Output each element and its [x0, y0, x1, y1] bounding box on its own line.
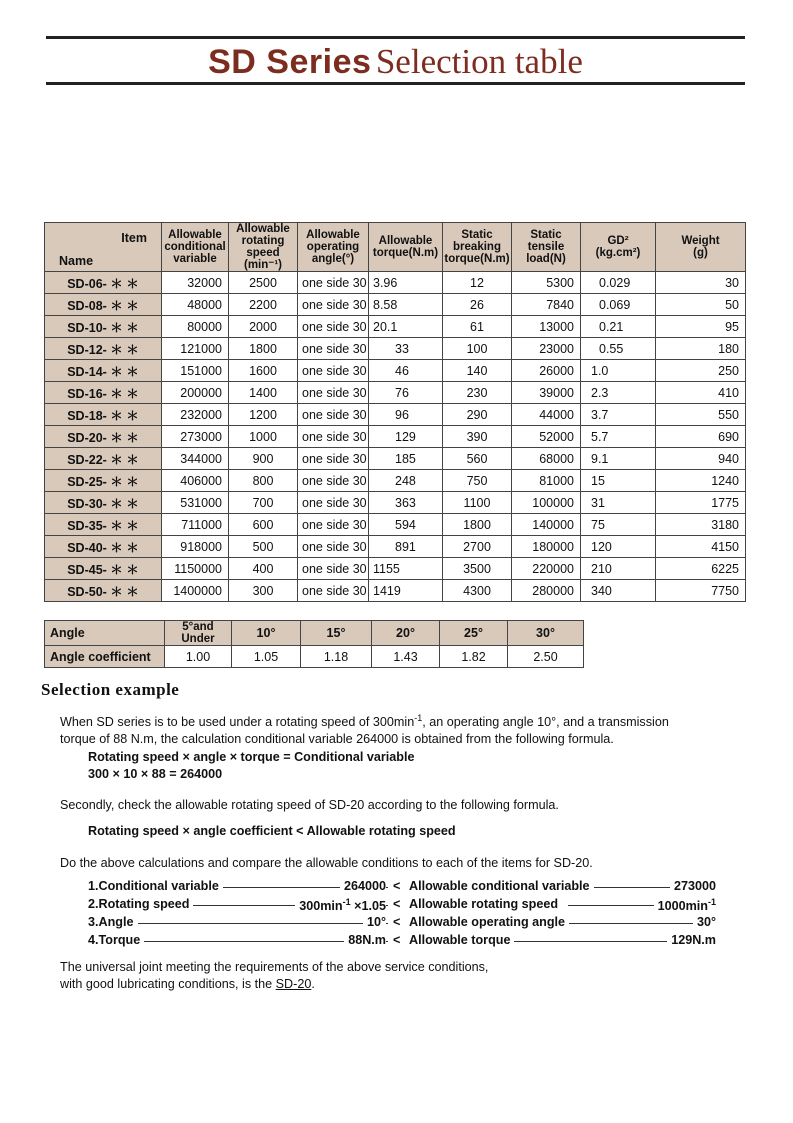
- table-cell: 711000: [162, 514, 229, 536]
- table-cell: 1400: [229, 382, 298, 404]
- table-cell: 121000: [162, 338, 229, 360]
- table-cell: 900: [229, 448, 298, 470]
- table-row: [45, 382, 746, 404]
- angle-cell: 15°: [301, 621, 372, 646]
- model-name-cell: SD-25- ＊ ＊: [45, 470, 162, 492]
- table-cell: 344000: [162, 448, 229, 470]
- table-cell: 2000: [229, 316, 298, 338]
- comparison-label: 4.Torque: [88, 933, 144, 947]
- table-cell: 68000: [512, 448, 581, 470]
- model-name-cell: SD-08- ＊ ＊: [45, 294, 162, 316]
- table-cell: 6225: [656, 558, 746, 580]
- table-cell: 750: [443, 470, 512, 492]
- example-paragraph-3: Do the above calculations and compare the allowable conditions to each of the items for SD-20.: [60, 856, 593, 870]
- comparison-value: 264000: [340, 879, 386, 893]
- corner-item-label: Item: [121, 231, 147, 245]
- comparison-value: $300\min^{-1} \times 1.05$: [295, 897, 386, 913]
- table-cell: 1.0: [581, 360, 656, 382]
- table-cell: one side 30: [298, 448, 369, 470]
- table-cell: 39000: [512, 382, 581, 404]
- coefficient-cell: 1.43: [372, 646, 440, 668]
- table-cell: 140: [443, 360, 512, 382]
- table-cell: 9.1: [581, 448, 656, 470]
- model-link: SD-20: [275, 977, 312, 991]
- table-cell: 81000: [512, 470, 581, 492]
- table-cell: 8.58: [369, 294, 443, 316]
- formula-2: 300 × 10 × 88 = 264000: [88, 767, 223, 781]
- table-cell: 363: [369, 492, 443, 514]
- table-row: [45, 448, 746, 470]
- coefficient-cell: 1.00: [165, 646, 232, 668]
- page-title: [46, 42, 745, 82]
- table-cell: 13000: [512, 316, 581, 338]
- table-cell: one side 30: [298, 470, 369, 492]
- comparison-value: 10°: [363, 915, 386, 929]
- model-name-cell: SD-06- ＊ ＊: [45, 272, 162, 294]
- table-cell: 7750: [656, 580, 746, 602]
- table-cell: 3500: [443, 558, 512, 580]
- table-cell: one side 30: [298, 382, 369, 404]
- table-cell: 46: [369, 360, 443, 382]
- table-cell: 7840: [512, 294, 581, 316]
- less-than-sign: <: [393, 915, 401, 929]
- model-name-cell: SD-30- ＊ ＊: [45, 492, 162, 514]
- table-cell: 2.3: [581, 382, 656, 404]
- table-cell: 4300: [443, 580, 512, 602]
- table-cell: 3180: [656, 514, 746, 536]
- table-cell: one side 30: [298, 272, 369, 294]
- table-cell: 1100: [443, 492, 512, 514]
- table-cell: 95: [656, 316, 746, 338]
- table-cell: 140000: [512, 514, 581, 536]
- comparison-label: 1.Conditional variable: [88, 879, 223, 893]
- col-header: Allowable operating angle(°): [298, 223, 369, 272]
- table-cell: 220000: [512, 558, 581, 580]
- comparison-allowable-value: 273000: [670, 879, 716, 893]
- table-cell: 918000: [162, 536, 229, 558]
- table-cell: 1400000: [162, 580, 229, 602]
- table-cell: one side 30: [298, 338, 369, 360]
- table-row: [45, 492, 746, 514]
- model-name-cell: SD-50- ＊ ＊: [45, 580, 162, 602]
- table-cell: 690: [656, 426, 746, 448]
- selection-table-header: [45, 223, 746, 272]
- table-cell: 280000: [512, 580, 581, 602]
- angle-cell: 30°: [508, 621, 584, 646]
- table-cell: 30: [656, 272, 746, 294]
- table-cell: 340: [581, 580, 656, 602]
- table-cell: 44000: [512, 404, 581, 426]
- angle-label: Angle: [45, 621, 165, 646]
- col-header: GD² (kg.cm²): [581, 223, 656, 272]
- model-name-cell: SD-45- ＊ ＊: [45, 558, 162, 580]
- table-cell: 300: [229, 580, 298, 602]
- table-cell: 26: [443, 294, 512, 316]
- table-cell: 129: [369, 426, 443, 448]
- comparison-label: 3.Angle: [88, 915, 138, 929]
- table-cell: 0.029: [581, 272, 656, 294]
- table-cell: 248: [369, 470, 443, 492]
- table-row: [45, 558, 746, 580]
- table-cell: one side 30: [298, 426, 369, 448]
- table-cell: 210: [581, 558, 656, 580]
- table-cell: 23000: [512, 338, 581, 360]
- table-cell: one side 30: [298, 316, 369, 338]
- table-cell: 500: [229, 536, 298, 558]
- comparison-allowable-label: Allowable operating angle: [409, 915, 569, 929]
- coefficient-cell: 2.50: [508, 646, 584, 668]
- table-row: [45, 426, 746, 448]
- comparison-allowable-label: Allowable rotating speed: [409, 897, 562, 911]
- table-cell: 3.7: [581, 404, 656, 426]
- table-row: [45, 514, 746, 536]
- table-cell: 560: [443, 448, 512, 470]
- comparison-value: 88N.m: [344, 933, 386, 947]
- table-cell: one side 30: [298, 536, 369, 558]
- angle-cell: 20°: [372, 621, 440, 646]
- table-cell: 180: [656, 338, 746, 360]
- col-header: Allowable conditional variable: [162, 223, 229, 272]
- table-cell: 76: [369, 382, 443, 404]
- table-cell: 4150: [656, 536, 746, 558]
- table-cell: one side 30: [298, 514, 369, 536]
- table-cell: 48000: [162, 294, 229, 316]
- model-name-cell: SD-18- ＊ ＊: [45, 404, 162, 426]
- table-cell: 1240: [656, 470, 746, 492]
- comparison-row: [88, 897, 716, 914]
- corner-name-label: Name: [59, 254, 94, 268]
- model-name-cell: SD-12- ＊ ＊: [45, 338, 162, 360]
- table-row: [45, 360, 746, 382]
- table-cell: 5300: [512, 272, 581, 294]
- formula-3: Rotating speed × angle coefficient < Allowable rotating speed: [88, 824, 456, 838]
- table-cell: 250: [656, 360, 746, 382]
- table-cell: 32000: [162, 272, 229, 294]
- selection-example-heading: Selection example: [41, 680, 180, 699]
- comparison-allowable-label: Allowable torque: [409, 933, 514, 947]
- table-cell: 0.55: [581, 338, 656, 360]
- table-row: [45, 272, 746, 294]
- coefficient-cell: 1.18: [301, 646, 372, 668]
- angle-cell: 5°and Under: [165, 621, 232, 646]
- comparison-allowable-label: Allowable conditional variable: [409, 879, 594, 893]
- angle-cell: 10°: [232, 621, 301, 646]
- comparison-allowable-value: 129N.m: [667, 933, 716, 947]
- table-row: [45, 294, 746, 316]
- angle-coefficient-table: [44, 620, 584, 668]
- table-row: [45, 536, 746, 558]
- table-cell: 31: [581, 492, 656, 514]
- table-cell: 940: [656, 448, 746, 470]
- model-name-cell: SD-14- ＊ ＊: [45, 360, 162, 382]
- table-cell: 52000: [512, 426, 581, 448]
- col-header: Allowable rotating speed (min⁻¹): [229, 223, 298, 272]
- table-cell: 80000: [162, 316, 229, 338]
- table-cell: 800: [229, 470, 298, 492]
- table-cell: 2700: [443, 536, 512, 558]
- table-cell: 20.1: [369, 316, 443, 338]
- table-cell: 1800: [443, 514, 512, 536]
- table-cell: 594: [369, 514, 443, 536]
- coefficient-cell: 1.82: [440, 646, 508, 668]
- table-cell: 3.96: [369, 272, 443, 294]
- table-cell: 700: [229, 492, 298, 514]
- comparison-label: 2.Rotating speed: [88, 897, 193, 911]
- selection-table: [44, 222, 746, 602]
- table-cell: 33: [369, 338, 443, 360]
- table-cell: 61: [443, 316, 512, 338]
- table-cell: 406000: [162, 470, 229, 492]
- example-paragraph-1: When SD series is to be used under a rotating speed of $300\min^{-1}$, an operating angle 10°, and a transmission torque of 88 N.m, the calculation conditional variable 264000 is obtained from the following formula.: [60, 713, 669, 747]
- table-cell: 232000: [162, 404, 229, 426]
- model-name-cell: SD-16- ＊ ＊: [45, 382, 162, 404]
- col-header: Static tensile load(N): [512, 223, 581, 272]
- table-cell: 273000: [162, 426, 229, 448]
- less-than-sign: <: [393, 879, 401, 893]
- coefficient-row: [45, 646, 584, 668]
- table-cell: 96: [369, 404, 443, 426]
- top-rule: [46, 36, 745, 39]
- comparison-row: [88, 933, 716, 950]
- table-cell: one side 30: [298, 580, 369, 602]
- col-header: Static breaking torque(N.m): [443, 223, 512, 272]
- table-cell: 1800: [229, 338, 298, 360]
- table-cell: 5.7: [581, 426, 656, 448]
- table-cell: 1150000: [162, 558, 229, 580]
- table-cell: 185: [369, 448, 443, 470]
- table-cell: 1200: [229, 404, 298, 426]
- table-cell: 2500: [229, 272, 298, 294]
- table-cell: 0.069: [581, 294, 656, 316]
- title-underline: [46, 82, 745, 85]
- table-row: [45, 404, 746, 426]
- table-cell: 1155: [369, 558, 443, 580]
- table-cell: 1600: [229, 360, 298, 382]
- table-cell: one side 30: [298, 360, 369, 382]
- table-cell: 600: [229, 514, 298, 536]
- table-cell: 50: [656, 294, 746, 316]
- table-cell: 12: [443, 272, 512, 294]
- table-cell: 891: [369, 536, 443, 558]
- table-row: [45, 316, 746, 338]
- formula-block: [88, 749, 414, 783]
- table-cell: 410: [656, 382, 746, 404]
- model-name-cell: SD-22- ＊ ＊: [45, 448, 162, 470]
- comparison-row: [88, 915, 716, 932]
- coefficient-cell: 1.05: [232, 646, 301, 668]
- table-row: [45, 470, 746, 492]
- formula-1: Rotating speed × angle × torque = Conditional variable: [88, 750, 415, 764]
- table-cell: 1419: [369, 580, 443, 602]
- table-row: [45, 338, 746, 360]
- col-header: Allowable torque(N.m): [369, 223, 443, 272]
- table-cell: 26000: [512, 360, 581, 382]
- model-name-cell: SD-35- ＊ ＊: [45, 514, 162, 536]
- table-cell: 531000: [162, 492, 229, 514]
- comparison-allowable-value: $1000\min^{-1}$: [654, 897, 716, 913]
- table-cell: 75: [581, 514, 656, 536]
- table-cell: 100: [443, 338, 512, 360]
- table-cell: 180000: [512, 536, 581, 558]
- less-than-sign: <: [393, 897, 401, 911]
- angle-cell: 25°: [440, 621, 508, 646]
- table-cell: 1775: [656, 492, 746, 514]
- coefficient-label: Angle coefficient: [45, 646, 165, 668]
- example-paragraph-2: Secondly, check the allowable rotating speed of SD-20 according to the following formula.: [60, 798, 559, 812]
- table-cell: 100000: [512, 492, 581, 514]
- table-cell: 290: [443, 404, 512, 426]
- table-cell: 390: [443, 426, 512, 448]
- table-cell: 200000: [162, 382, 229, 404]
- table-cell: one side 30: [298, 558, 369, 580]
- table-cell: 1000: [229, 426, 298, 448]
- table-cell: one side 30: [298, 404, 369, 426]
- comparison-row: [88, 879, 716, 896]
- table-cell: 2200: [229, 294, 298, 316]
- conclusion-paragraph: The universal joint meeting the requirements of the above service conditions, with good lubricating conditions, is the SD-20.: [60, 960, 489, 991]
- table-cell: one side 30: [298, 492, 369, 514]
- table-row: [45, 580, 746, 602]
- corner-cell: [45, 223, 162, 272]
- table-cell: 151000: [162, 360, 229, 382]
- less-than-sign: <: [393, 933, 401, 947]
- table-cell: 120: [581, 536, 656, 558]
- model-name-cell: SD-20- ＊ ＊: [45, 426, 162, 448]
- table-cell: 230: [443, 382, 512, 404]
- table-cell: one side 30: [298, 294, 369, 316]
- comparison-allowable-value: 30°: [693, 915, 716, 929]
- table-cell: 400: [229, 558, 298, 580]
- title-bold: SD Series: [208, 43, 372, 81]
- table-cell: 0.21: [581, 316, 656, 338]
- model-name-cell: SD-40- ＊ ＊: [45, 536, 162, 558]
- table-cell: 15: [581, 470, 656, 492]
- model-name-cell: SD-10- ＊ ＊: [45, 316, 162, 338]
- angle-row: [45, 621, 584, 646]
- col-header: Weight (g): [656, 223, 746, 272]
- table-cell: 550: [656, 404, 746, 426]
- title-regular: Selection table: [375, 42, 583, 81]
